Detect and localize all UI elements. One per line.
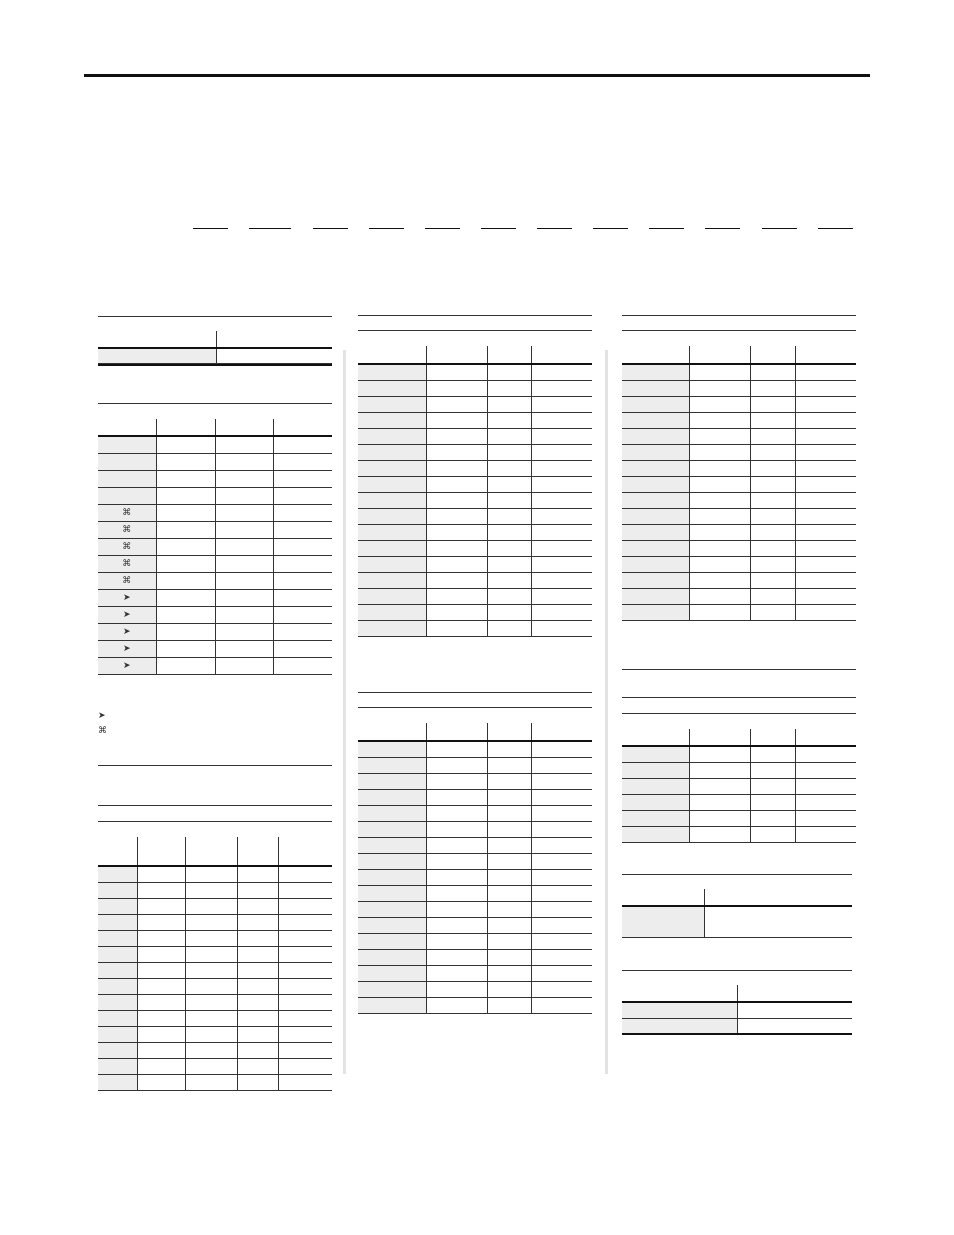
arrowhead-mark: ➤ xyxy=(122,592,131,602)
column-divider-1 xyxy=(343,350,346,1074)
left-section-1-rule xyxy=(98,316,332,317)
command-symbol-mark: ⌘ xyxy=(122,575,132,585)
command-symbol-mark: ⌘ xyxy=(122,558,132,568)
right-table-4 xyxy=(622,985,852,1035)
header-blank-2 xyxy=(249,228,291,229)
command-symbol-mark: ⌘ xyxy=(122,541,132,551)
left-section-3-rule xyxy=(98,765,332,766)
right-section-1-rule xyxy=(622,315,856,316)
left-table-2 xyxy=(98,419,332,675)
right-table-3 xyxy=(622,889,852,938)
legend-command-symbol-glyph: ⌘ xyxy=(98,725,107,735)
legend-arrowhead-symbol: ➤ xyxy=(98,710,106,720)
right-section-3-rule xyxy=(622,874,852,875)
header-blank-5 xyxy=(425,228,460,229)
left-table-1 xyxy=(98,331,332,364)
header-blank-1 xyxy=(193,228,228,229)
middle-section-2-rule xyxy=(358,692,592,693)
legend-command-symbol xyxy=(98,726,107,735)
right-section-2-rule xyxy=(622,669,856,670)
right-section-1-subrule xyxy=(622,330,856,331)
right-section-4-rule xyxy=(622,970,852,971)
left-section-4-subrule xyxy=(98,821,332,822)
arrowhead-mark: ➤ xyxy=(122,660,131,670)
right-table-4-bottom-rule xyxy=(622,1033,852,1035)
left-table-3 xyxy=(98,837,332,1091)
header-blank-9 xyxy=(649,228,684,229)
command-symbol-mark: ⌘ xyxy=(122,507,132,517)
header-blank-8 xyxy=(593,228,628,229)
header-blank-4 xyxy=(369,228,404,229)
right-table-2 xyxy=(622,729,856,843)
column-divider-2 xyxy=(605,350,608,1074)
middle-section-1-rule xyxy=(358,315,592,316)
arrowhead-mark: ➤ xyxy=(122,626,131,636)
header-blank-11 xyxy=(762,228,797,229)
right-table-1 xyxy=(622,346,856,621)
command-symbol-mark: ⌘ xyxy=(122,524,132,534)
header-blank-3 xyxy=(313,228,348,229)
middle-section-1-subrule xyxy=(358,330,592,331)
right-section-2-subrule-2 xyxy=(622,713,856,714)
legend-arrowhead xyxy=(98,711,106,720)
right-section-2-subrule-1 xyxy=(622,697,856,698)
left-table-1-bottom-rule xyxy=(98,364,332,366)
left-section-4-rule xyxy=(98,805,332,806)
arrowhead-mark: ➤ xyxy=(122,609,131,619)
middle-section-2-subrule xyxy=(358,707,592,708)
middle-table-1 xyxy=(358,346,592,637)
header-blank-10 xyxy=(705,228,740,229)
top-rule xyxy=(84,74,870,77)
arrowhead-mark: ➤ xyxy=(122,643,131,653)
header-blank-7 xyxy=(537,228,572,229)
header-blank-6 xyxy=(481,228,516,229)
header-blank-12 xyxy=(818,228,853,229)
left-section-2-rule xyxy=(98,403,332,404)
middle-table-2 xyxy=(358,723,592,1014)
